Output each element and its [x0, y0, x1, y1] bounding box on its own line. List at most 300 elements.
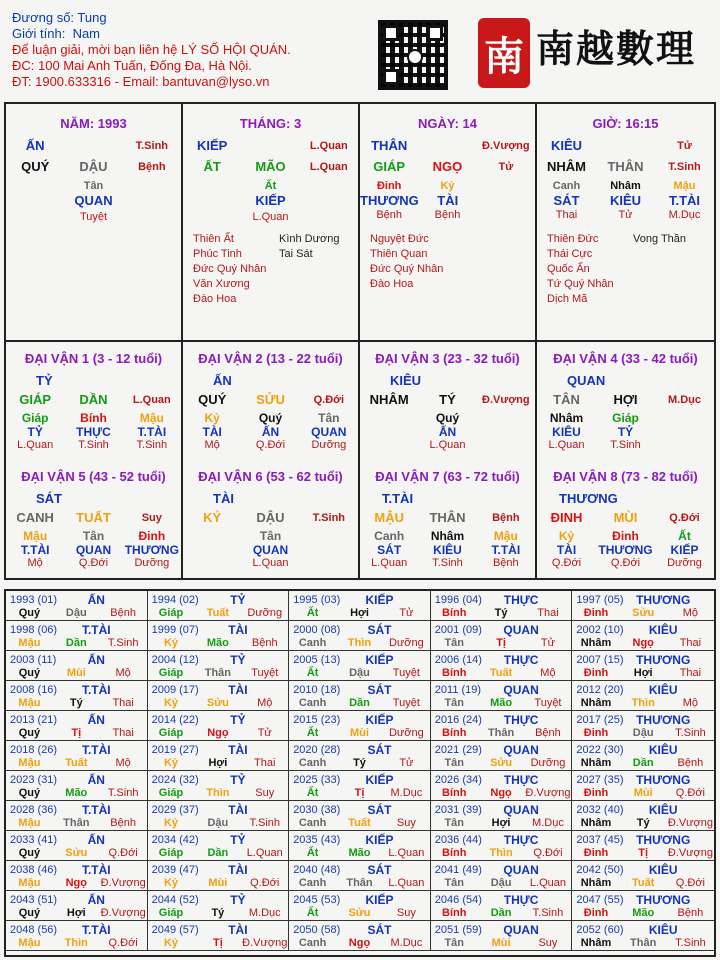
year-branch: Dần — [349, 697, 370, 709]
year-cell[interactable] — [431, 771, 573, 801]
year-stem: Tân — [444, 877, 464, 889]
year-stage: Dưỡng — [388, 637, 424, 649]
year-branch: Mùi — [350, 727, 369, 739]
year-god: SÁT — [367, 803, 392, 817]
hidden-stage: Q.Đới — [255, 439, 286, 451]
year-pillar — [6, 787, 147, 799]
dai-van-cell[interactable] — [360, 459, 537, 578]
year-stem: Tân — [444, 817, 464, 829]
pillar-god: THÂN — [371, 138, 408, 153]
year-cell[interactable] — [148, 891, 290, 921]
year-pillar — [572, 787, 714, 799]
year-pillar — [431, 817, 572, 829]
hidden-god: KIÊU — [433, 543, 462, 557]
year-cell[interactable] — [289, 651, 431, 681]
year-stem: Nhâm — [580, 817, 612, 829]
dai-van-cell[interactable] — [360, 341, 537, 460]
hidden-stage: Mộ — [204, 439, 220, 451]
year-stem: Tân — [444, 757, 464, 769]
branch-stage: Tử — [498, 160, 514, 173]
year-stage: Suy — [396, 907, 416, 919]
year-pillar — [289, 667, 430, 679]
year-cell[interactable] — [572, 591, 714, 621]
year-cell[interactable] — [431, 741, 573, 771]
year-cell[interactable] — [572, 681, 714, 711]
dai-van-cell[interactable] — [183, 341, 360, 460]
year-label: 2029 (37) — [151, 804, 199, 816]
year-god: KIÊU — [648, 803, 678, 817]
year-cell[interactable] — [148, 591, 290, 621]
year-pillar — [431, 937, 572, 949]
hidden-stage-row — [6, 557, 181, 569]
year-god: KIẾP — [365, 653, 394, 667]
year-stage: Dưỡng — [247, 607, 283, 619]
year-branch: Mùi — [491, 937, 511, 949]
year-god: THỰC — [503, 653, 539, 667]
year-pillar — [431, 757, 572, 769]
year-pillar — [572, 907, 714, 919]
year-cell[interactable] — [572, 891, 714, 921]
dai-van-cell[interactable] — [6, 341, 183, 460]
year-pillar — [148, 937, 289, 949]
year-god: THƯƠNG — [636, 773, 691, 787]
pillar-stage: Đ.Vượng — [482, 139, 530, 152]
star-name: Đào Hoa — [370, 278, 414, 290]
year-cell[interactable] — [148, 651, 290, 681]
year-stage: Bệnh — [110, 817, 136, 829]
year-cell[interactable] — [289, 921, 431, 951]
year-cell[interactable] — [431, 711, 573, 741]
year-pillar — [6, 937, 147, 949]
year-branch: Sửu — [65, 847, 88, 859]
year-cell[interactable] — [572, 741, 714, 771]
person-name: Đương số: Tung — [12, 10, 107, 25]
year-stage: Thai — [679, 667, 702, 679]
hidden-stage-row — [183, 209, 358, 223]
year-cell[interactable] — [431, 591, 573, 621]
year-pillar — [289, 757, 430, 769]
year-stem: Nhâm — [580, 937, 612, 949]
heavenly-stem: ĐINH — [550, 510, 583, 525]
year-cell[interactable] — [572, 651, 714, 681]
hidden-god: T.TÀI — [20, 543, 50, 557]
year-label: 2007 (15) — [576, 654, 624, 666]
dai-van-cell[interactable] — [183, 459, 360, 578]
year-god: ẤN — [87, 833, 105, 847]
hidden-god: SÁT — [553, 193, 580, 208]
year-god: SÁT — [367, 863, 392, 877]
hidden-god-row — [537, 193, 714, 208]
dai-van-title: ĐẠI VẬN 3 (23 - 32 tuổi) — [375, 351, 520, 366]
dai-van-stage: Bệnh — [492, 511, 520, 524]
year-label: 2023 (31) — [10, 774, 58, 786]
year-cell[interactable] — [148, 861, 290, 891]
year-god: QUAN — [503, 743, 539, 757]
pillar-cell — [183, 104, 360, 340]
star-name: Tứ Quý Nhân — [547, 278, 614, 290]
year-branch: Thìn — [64, 937, 88, 949]
earthly-branch: TÝ — [439, 392, 456, 407]
contact-phone-email[interactable]: ĐT: 1900.633316 - Email: bantuvan@lyso.vn — [12, 74, 270, 89]
year-stage: Đ.Vượng — [667, 817, 713, 829]
year-cell[interactable] — [6, 741, 148, 771]
earthly-branch: THÂN — [429, 510, 466, 525]
year-cell[interactable] — [572, 861, 714, 891]
year-cell[interactable] — [431, 891, 573, 921]
year-stem: Tân — [444, 697, 464, 709]
year-label: 2050 (58) — [293, 924, 341, 936]
year-label: 2022 (30) — [576, 744, 624, 756]
year-cell[interactable] — [431, 801, 573, 831]
hidden-stage-row — [537, 209, 714, 221]
dai-van-cell[interactable] — [6, 459, 183, 578]
year-cell[interactable] — [289, 711, 431, 741]
year-label: 2002 (10) — [576, 624, 624, 636]
year-stem: Giáp — [158, 667, 184, 679]
year-stem: Quý — [18, 787, 41, 799]
year-stem: Ất — [306, 907, 319, 919]
hidden-stage-row — [360, 439, 535, 451]
year-label: 2046 (54) — [434, 894, 482, 906]
year-stem: Giáp — [158, 847, 184, 859]
hidden-stem: Tân — [318, 411, 340, 425]
year-pillar — [148, 847, 289, 859]
star-name: Thiên Đức — [547, 233, 599, 245]
auspicious-stars — [193, 232, 266, 307]
year-branch: Mão — [632, 907, 655, 919]
hidden-stage: L.Quan — [17, 439, 54, 451]
year-stem: Đinh — [583, 787, 609, 799]
hidden-god: TÀI — [556, 543, 577, 557]
year-cell[interactable] — [289, 591, 431, 621]
year-branch: Thìn — [489, 847, 513, 859]
year-stage: Thai — [254, 757, 276, 769]
earthly-branch: TUẤT — [76, 510, 111, 525]
hidden-stem-row — [6, 411, 181, 425]
year-pillar — [6, 727, 147, 739]
year-god: ẤN — [87, 713, 105, 727]
heavenly-stem: TÂN — [553, 392, 580, 407]
year-cell[interactable] — [6, 681, 148, 711]
year-branch: Tuất — [206, 607, 230, 619]
year-label: 2041 (49) — [434, 864, 482, 876]
hidden-god-row — [360, 425, 535, 439]
year-stage: Dưỡng — [530, 757, 566, 769]
year-label: 2021 (29) — [434, 744, 482, 756]
hidden-stem: Canh — [374, 529, 405, 543]
year-god: TÀI — [228, 863, 248, 877]
year-stage: Tuyệt — [251, 667, 279, 679]
year-label: 2042 (50) — [576, 864, 624, 876]
year-cell[interactable] — [431, 921, 573, 951]
year-god: TÀI — [228, 683, 248, 697]
year-stem: Giáp — [158, 607, 184, 619]
year-branch: Tị — [496, 637, 506, 649]
hidden-stage: Dưỡng — [311, 439, 347, 451]
gender-line — [12, 26, 372, 42]
hidden-stage: L.Quan — [429, 439, 466, 451]
year-branch: Ngọ — [65, 877, 87, 889]
heavenly-stem: KỶ — [203, 510, 222, 525]
year-label: 1995 (03) — [293, 594, 341, 606]
hidden-stem: Đinh — [138, 529, 166, 543]
year-stage: Đ.Vượng — [242, 937, 288, 949]
year-label: 1999 (07) — [151, 624, 199, 636]
year-pillar — [6, 817, 147, 829]
year-branch: Tý — [69, 697, 83, 709]
year-label: 2038 (46) — [10, 864, 58, 876]
hidden-stem-row — [183, 529, 358, 543]
hidden-stage: Q.Đới — [610, 557, 641, 569]
year-stage: Suy — [538, 937, 558, 949]
hidden-god: THƯƠNG — [124, 543, 179, 557]
year-stem: Ất — [306, 847, 319, 859]
year-branch: Dần — [65, 637, 87, 649]
year-branch: Thân — [204, 667, 232, 679]
hidden-god-row — [537, 543, 714, 557]
year-cell[interactable] — [572, 801, 714, 831]
year-pillar — [431, 727, 572, 739]
year-cell[interactable] — [289, 801, 431, 831]
star-name: Nguyệt Đức — [370, 233, 429, 245]
pillar-top-row — [6, 138, 181, 153]
year-label: 2051 (59) — [434, 924, 482, 936]
year-branch: Mùi — [633, 787, 653, 799]
year-cell[interactable] — [289, 891, 431, 921]
hidden-god: QUAN — [311, 425, 347, 439]
hidden-stem: Mậu — [139, 411, 164, 425]
year-stage: Thai — [537, 607, 559, 619]
pillar-stem-row — [183, 159, 358, 174]
dai-van-stage: Suy — [141, 511, 162, 524]
year-cell[interactable] — [289, 681, 431, 711]
pillar-top-row — [360, 138, 535, 153]
year-god: THỰC — [503, 713, 539, 727]
year-cell[interactable] — [6, 921, 148, 951]
hidden-stage: T.Sinh — [432, 557, 463, 569]
year-cell[interactable] — [148, 741, 290, 771]
hidden-stem: Giáp — [21, 411, 49, 425]
year-god: KIẾP — [365, 833, 394, 847]
year-pillar — [148, 667, 289, 679]
year-god: KIẾP — [365, 893, 394, 907]
dai-van-main — [183, 392, 358, 407]
year-god: T.TÀI — [81, 803, 111, 817]
year-label: 1996 (04) — [434, 594, 482, 606]
year-god: T.TÀI — [81, 623, 111, 637]
year-cell[interactable] — [6, 711, 148, 741]
year-branch: Tý — [494, 607, 508, 619]
year-cell[interactable] — [148, 771, 290, 801]
year-branch: Mão — [65, 787, 88, 799]
year-god: QUAN — [503, 923, 539, 937]
year-branch: Ngọ — [207, 727, 229, 739]
year-cell[interactable] — [572, 621, 714, 651]
year-stage: Tử — [399, 607, 414, 619]
year-cell[interactable] — [431, 681, 573, 711]
dai-van-god: TÀI — [213, 491, 234, 506]
year-branch: Sửu — [632, 607, 655, 619]
year-branch: Tý — [211, 907, 225, 919]
chart-header — [12, 10, 372, 90]
year-cell[interactable] — [6, 771, 148, 801]
year-cell[interactable] — [431, 621, 573, 651]
year-pillar — [572, 607, 714, 619]
gender-value: Nam — [72, 26, 101, 41]
year-branch: Thân — [487, 727, 515, 739]
year-stage: M.Dục — [390, 937, 423, 949]
year-cell[interactable] — [148, 621, 290, 651]
year-cell[interactable] — [289, 621, 431, 651]
year-cell[interactable] — [289, 771, 431, 801]
year-god: KIÊU — [648, 683, 678, 697]
year-god: QUAN — [503, 803, 539, 817]
star-name: Đức Quý Nhân — [370, 263, 444, 275]
pillar-stage: Tử — [677, 139, 692, 152]
hidden-god: TỶ — [617, 425, 634, 439]
dai-van-god: KIÊU — [390, 373, 422, 388]
year-cell[interactable] — [572, 921, 714, 951]
hidden-stem: Giáp — [612, 411, 639, 425]
year-label: 2000 (08) — [293, 624, 341, 636]
dai-van-stage: T.Sinh — [312, 511, 346, 524]
dai-van-cell[interactable] — [537, 459, 714, 578]
dai-van-cell[interactable] — [537, 341, 714, 460]
year-branch: Thìn — [206, 787, 230, 799]
hidden-stage: Bệnh — [492, 557, 519, 569]
year-cell[interactable] — [148, 801, 290, 831]
star-name: Văn Xương — [193, 278, 250, 290]
hidden-stem: Tân — [259, 529, 282, 543]
year-god: T.TÀI — [81, 923, 111, 937]
year-stem: Ất — [306, 607, 319, 619]
year-stem: Quý — [18, 847, 41, 859]
year-cell[interactable] — [6, 591, 148, 621]
year-pillar — [148, 697, 289, 709]
year-pillar — [572, 817, 714, 829]
year-stem: Tân — [444, 637, 464, 649]
year-pillar — [572, 847, 714, 859]
year-stage: Mộ — [682, 697, 699, 709]
year-stage: Bệnh — [677, 757, 704, 769]
hidden-god: TỶ — [27, 425, 43, 439]
year-cell[interactable] — [431, 831, 573, 861]
year-cell[interactable] — [148, 921, 290, 951]
heavenly-stem: NHÂM — [547, 159, 586, 174]
year-cell[interactable] — [431, 861, 573, 891]
year-label: 2012 (20) — [576, 684, 624, 696]
dai-van-stage: Đ.Vượng — [482, 393, 530, 406]
hidden-stem: Canh — [552, 180, 581, 192]
hidden-god: KIÊU — [609, 193, 642, 208]
year-stage: Q.Đới — [108, 847, 138, 859]
hidden-stage: Dưỡng — [134, 557, 170, 569]
hidden-god-row — [360, 193, 535, 208]
heavenly-stem: ẤT — [203, 159, 221, 174]
hidden-stem: Kỷ — [558, 529, 575, 543]
pillar-title: THÁNG: 3 — [239, 116, 302, 131]
year-stem: Canh — [298, 637, 327, 649]
year-label: 2034 (42) — [151, 834, 199, 846]
year-branch: Tuất — [348, 817, 371, 829]
star-name: Tai Sát — [279, 248, 313, 260]
hidden-god-row — [6, 193, 181, 208]
hidden-stem: Quý — [258, 411, 283, 425]
year-god: THƯƠNG — [636, 833, 691, 847]
year-cell[interactable] — [572, 771, 714, 801]
year-branch: Dậu — [207, 817, 229, 829]
year-cell[interactable] — [6, 621, 148, 651]
heavenly-stem: CANH — [16, 510, 54, 525]
year-stage: Đ.Vượng — [525, 787, 571, 799]
year-label: 2030 (38) — [293, 804, 341, 816]
heavenly-stem: QUÝ — [198, 392, 227, 407]
year-stem: Kỷ — [163, 937, 179, 949]
hidden-stem: Nhâm — [430, 529, 465, 543]
year-label: 2024 (32) — [151, 774, 199, 786]
pillar-top-row — [537, 138, 714, 153]
year-stem: Quý — [18, 607, 41, 619]
year-branch: Dậu — [632, 727, 654, 739]
hidden-stem-row — [537, 180, 714, 192]
hidden-god-row — [183, 193, 358, 208]
year-branch: Dậu — [490, 877, 512, 889]
year-label: 2027 (35) — [576, 774, 624, 786]
year-label: 2045 (53) — [293, 894, 341, 906]
year-cell[interactable] — [148, 831, 290, 861]
year-stage: T.Sinh — [675, 727, 706, 739]
year-stem: Nhâm — [580, 877, 612, 889]
year-stem: Đinh — [583, 847, 609, 859]
year-cell[interactable] — [6, 801, 148, 831]
year-cell[interactable] — [431, 651, 573, 681]
year-cell[interactable] — [572, 711, 714, 741]
year-god: QUAN — [503, 623, 539, 637]
year-pillar — [289, 637, 430, 649]
year-cell[interactable] — [6, 891, 148, 921]
hidden-god: THƯƠNG — [360, 193, 419, 208]
qr-code-icon[interactable] — [378, 20, 448, 90]
year-label: 2020 (28) — [293, 744, 341, 756]
dai-van-god: QUAN — [567, 373, 606, 388]
dai-van-stage: L.Quan — [132, 393, 171, 406]
year-label: 2037 (45) — [576, 834, 624, 846]
year-pillar — [6, 637, 147, 649]
year-stage: Tuyệt — [534, 697, 562, 709]
year-label: 1998 (06) — [10, 624, 58, 636]
year-cell[interactable] — [289, 861, 431, 891]
year-cell[interactable] — [148, 681, 290, 711]
year-branch: Tị — [354, 787, 365, 799]
year-pillar — [148, 787, 289, 799]
year-stem: Kỷ — [163, 697, 179, 709]
year-cell[interactable] — [6, 831, 148, 861]
year-branch: Dậu — [65, 607, 87, 619]
year-cell[interactable] — [6, 861, 148, 891]
hidden-stage: L.Quan — [371, 557, 408, 569]
year-label: 2043 (51) — [10, 894, 58, 906]
year-cell[interactable] — [289, 831, 431, 861]
hidden-stage: M.Dục — [668, 209, 701, 221]
year-branch: Tuất — [631, 877, 655, 889]
dai-van-main — [537, 510, 714, 525]
year-cell[interactable] — [572, 831, 714, 861]
hidden-god: ẤN — [438, 425, 457, 439]
year-pillar — [572, 667, 714, 679]
year-cell[interactable] — [6, 651, 148, 681]
year-cell[interactable] — [289, 741, 431, 771]
year-cell[interactable] — [148, 711, 290, 741]
